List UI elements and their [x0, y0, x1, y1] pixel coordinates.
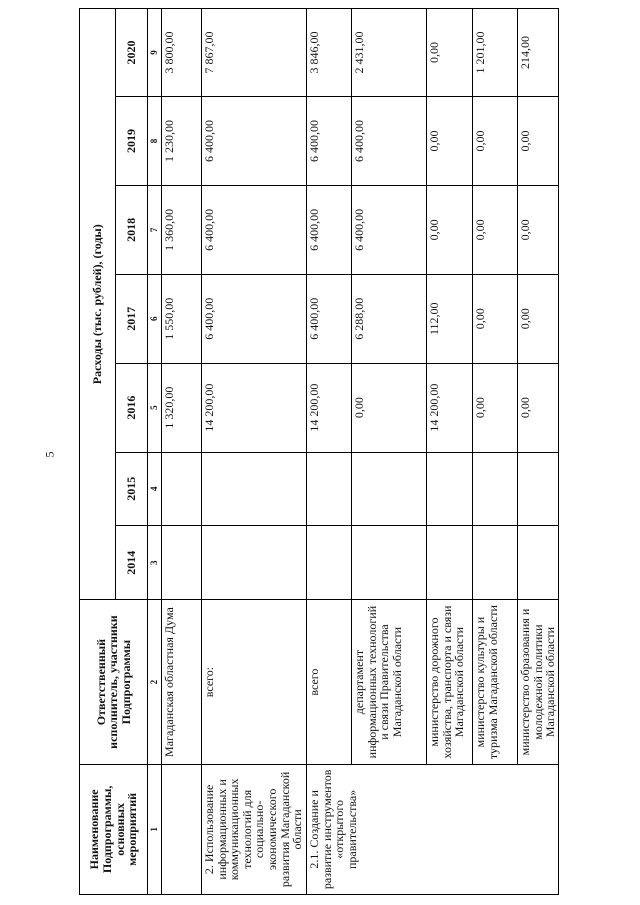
value-cell — [162, 452, 202, 525]
row-executor-cell: всего: — [202, 600, 307, 764]
value-cell: 6 288,00 — [352, 274, 427, 363]
value-cell: 0,00 — [473, 274, 518, 363]
value-cell: 0,00 — [473, 363, 518, 452]
value-cell — [202, 452, 307, 525]
value-cell: 0,00 — [518, 97, 559, 186]
column-number: 2 — [148, 600, 162, 764]
value-cell: 0,00 — [518, 274, 559, 363]
header-year: 2014 — [116, 525, 148, 599]
value-cell: 214,00 — [518, 9, 559, 97]
value-cell — [307, 525, 352, 599]
table-row — [518, 9, 559, 895]
value-cell: 1 550,00 — [162, 274, 202, 363]
header-year: 2018 — [116, 185, 148, 274]
value-cell: 0,00 — [352, 363, 427, 452]
value-cell: 1 320,00 — [162, 363, 202, 452]
value-cell — [473, 452, 518, 525]
row-executor-cell: всего — [307, 600, 352, 764]
table-row — [162, 9, 202, 895]
value-cell: 1 230,00 — [162, 97, 202, 186]
value-cell: 3 846,00 — [307, 9, 352, 97]
value-cell — [202, 525, 307, 599]
row-name-cell: 2. Использование информационных и коммуникационных технологий для социально-экономического развития Магаданской области — [202, 764, 307, 894]
table-row — [352, 9, 427, 895]
column-number: 3 — [148, 525, 162, 599]
value-cell: 0,00 — [518, 185, 559, 274]
value-cell: 7 867,00 — [202, 9, 307, 97]
value-cell: 0,00 — [473, 97, 518, 186]
value-cell — [518, 452, 559, 525]
value-cell: 14 200,00 — [202, 363, 307, 452]
value-cell: 6 400,00 — [202, 274, 307, 363]
column-number: 5 — [148, 363, 162, 452]
header-year: 2015 — [116, 452, 148, 525]
column-number: 1 — [148, 764, 162, 894]
value-cell: 6 400,00 — [307, 97, 352, 186]
column-number: 7 — [148, 185, 162, 274]
value-cell — [518, 525, 559, 599]
value-cell — [473, 525, 518, 599]
header-name: Наименование Подпрограммы, основных мероприятий — [80, 764, 148, 894]
table-row — [427, 9, 473, 895]
value-cell: 6 400,00 — [352, 185, 427, 274]
table-row — [307, 9, 352, 895]
row-executor-cell: департамент информационных технологий и связи Правительства Магаданской области — [352, 600, 427, 764]
table-row — [202, 9, 307, 895]
row-name-cell: 2.1. Создание и развитие инструментов «открытого правительства» — [307, 764, 559, 894]
value-cell — [307, 452, 352, 525]
budget-table — [79, 8, 559, 895]
value-cell: 1 201,00 — [473, 9, 518, 97]
page-number: 5 — [42, 451, 57, 458]
row-executor-cell: министерство образования и молодежной политики Магаданской области — [518, 600, 559, 764]
column-number: 6 — [148, 274, 162, 363]
value-cell: 6 400,00 — [202, 185, 307, 274]
header-year: 2019 — [116, 97, 148, 186]
row-name-cell — [162, 764, 202, 894]
value-cell: 0,00 — [427, 185, 473, 274]
header-year: 2017 — [116, 274, 148, 363]
value-cell: 2 431,00 — [352, 9, 427, 97]
row-executor-cell: министерство культуры и туризма Магаданской области — [473, 600, 518, 764]
value-cell: 0,00 — [427, 9, 473, 97]
header-year: 2020 — [116, 9, 148, 97]
row-executor-cell: Магаданская областная Дума — [162, 600, 202, 764]
value-cell: 1 360,00 — [162, 185, 202, 274]
value-cell — [427, 452, 473, 525]
value-cell: 3 800,00 — [162, 9, 202, 97]
value-cell: 0,00 — [427, 97, 473, 186]
value-cell: 6 400,00 — [307, 274, 352, 363]
value-cell: 14 200,00 — [307, 363, 352, 452]
value-cell — [352, 452, 427, 525]
value-cell — [162, 525, 202, 599]
value-cell: 6 400,00 — [307, 185, 352, 274]
header-executor: Ответственный исполнитель, участники Подпрограммы — [80, 600, 148, 764]
value-cell: 6 400,00 — [202, 97, 307, 186]
header-expenses: Расходы (тыс. рублей), (годы) — [80, 9, 116, 600]
column-number: 8 — [148, 97, 162, 186]
value-cell: 112,00 — [427, 274, 473, 363]
column-number: 4 — [148, 452, 162, 525]
row-executor-cell: министерство дорожного хозяйства, транспорта и связи Магаданской области — [427, 600, 473, 764]
column-number: 9 — [148, 9, 162, 97]
value-cell: 0,00 — [473, 185, 518, 274]
value-cell — [427, 525, 473, 599]
value-cell: 14 200,00 — [427, 363, 473, 452]
header-year: 2016 — [116, 363, 148, 452]
value-cell — [352, 525, 427, 599]
value-cell: 6 400,00 — [352, 97, 427, 186]
value-cell: 0,00 — [518, 363, 559, 452]
table-row — [473, 9, 518, 895]
budget-table-container — [79, 8, 558, 895]
